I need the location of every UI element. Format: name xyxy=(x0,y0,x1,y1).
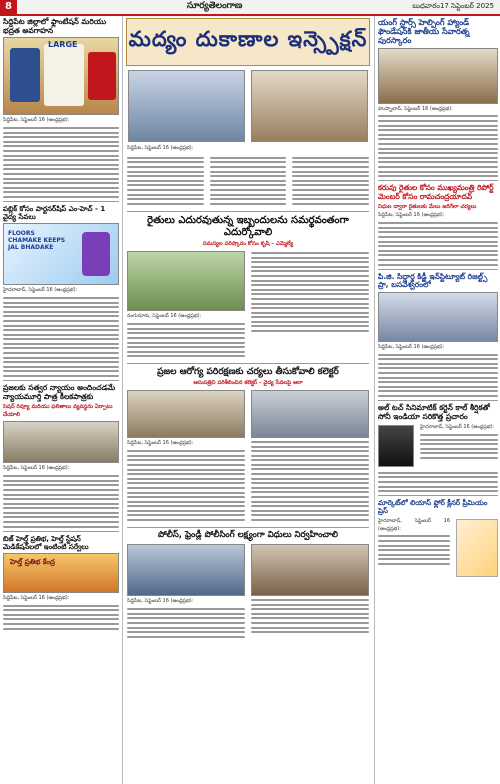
article-dateline: సిద్దిపేట, సెప్టెంబర్ 16 (ఆంధ్రప్రభ): xyxy=(378,212,445,219)
article-content xyxy=(124,388,372,523)
lead-photo-row xyxy=(125,68,371,144)
article-body xyxy=(127,450,245,521)
article-body xyxy=(251,252,369,332)
article-photo xyxy=(251,544,369,596)
article-photo xyxy=(378,425,414,467)
article-dateline: హుస్నాబాద్, సెప్టెంబర్ 16 (ఆంధ్రప్రభ): xyxy=(378,105,453,112)
article-photo xyxy=(378,292,498,342)
article-body xyxy=(378,222,498,265)
divider xyxy=(378,269,498,270)
lead-banner-headline: మద్యం దుకాణాల ఇన్స్పెక్షన్ xyxy=(126,18,370,66)
article-dateline: సిద్దిపేట, సెప్టెంబర్ 16 (ఆంధ్రప్రభ): xyxy=(127,598,194,605)
divider xyxy=(3,531,119,532)
article-body xyxy=(420,434,498,459)
article-headline: రైతులు ఎదురవుతున్న ఇబ్బందులను సమర్థవంతంగా ఎదుర్కోవాలి xyxy=(147,215,349,238)
article-headline: కరువు రైతుల కోసం ముఖ్యమంత్రి రిపోర్ట్ మెంబర్ కోసం రామచంద్రయాదవ్ xyxy=(378,183,494,201)
article-subheadline: నిధుల ద్వారా రైతులకు మేలు జరిగేలా చర్యలు xyxy=(378,204,477,211)
article-subheadline: సమస్యల పరిష్కారం కోసం కృషి - ఎమ్మెల్యే xyxy=(202,241,294,248)
article-headline: పి.జి. సిద్దార్థ కిడ్జీ ఇన్‌స్టిట్యూట్ రిజల్ట్స్ ప్రా, బసవేశ్వరంలో xyxy=(378,271,488,290)
product-pack-image xyxy=(10,48,40,102)
article-body xyxy=(127,323,245,357)
article-content xyxy=(124,249,372,360)
article-headline: మార్కెట్‌లో లియాస్ ఫ్లోర్ క్లీనర్ ప్రీమియం ప్రెస్ xyxy=(378,499,488,516)
article-body xyxy=(3,605,119,630)
article-body xyxy=(3,297,119,377)
photo-banner-text: హెల్త్ ప్రతిభ కేంద్ర xyxy=(10,557,55,566)
article-photo xyxy=(3,421,119,463)
article-subheadline: సెషన్ రివ్యూ మరియు ఫలితాలు వ్యవస్థను ఏర్పాటు చేయాలి xyxy=(3,404,113,419)
article-body xyxy=(378,472,498,492)
ad-text: FLOORS CHAMAKE KEEPS JAL BHADAKE xyxy=(8,230,66,252)
article-body xyxy=(124,153,372,208)
article-dateline: సిద్దిపేట, సెప్టెంబర్ 16 (ఆంధ్రప్రభ): xyxy=(127,440,194,447)
article-body xyxy=(378,535,450,565)
article-photo xyxy=(127,390,245,438)
article-content xyxy=(375,423,500,469)
article-headline: యంగ్ స్టార్స్ హెల్పింగ్ హ్యాండ్ ఫౌండేషన్‌కి జాతీయ సేవారత్న పురస్కారం xyxy=(378,18,470,46)
article-headline: బిజ్ హెల్త్ ప్రతిభ, హెల్త్ స్టేషన్ మెడికేషన్‌లలో ఇంటింటి సర్వేలు xyxy=(3,534,89,551)
article-dateline: సిద్దిపేట, సెప్టెంబర్ 16 (ఆంధ్రప్రభ): xyxy=(3,117,70,124)
divider xyxy=(127,363,369,364)
article-headline: ప్రజల ఆరోగ్య పరిరక్షణకు చర్యలు తీసుకోవాలి కలెక్టర్ xyxy=(157,366,339,377)
article-subheadline: ఆసుపత్రిని పరిశీలించిన కలెక్టర్ - వైద్య సేవలపై ఆరా xyxy=(193,380,303,387)
issue-date: బుధవారం17 సెప్టెంబర్ 2025 xyxy=(412,2,494,10)
article-dateline: సిద్దిపేట, సెప్టెంబర్ 16 (ఆంధ్రప్రభ): xyxy=(3,465,70,472)
divider xyxy=(378,400,498,401)
middle-column xyxy=(124,16,372,784)
left-column xyxy=(0,16,123,784)
divider xyxy=(127,211,369,212)
article-headline: ప్రజలకు సత్వర న్యాయం అందించడమే న్యాయమూర్తి పాత్ర కీలకపాత్రకు xyxy=(3,383,116,401)
article-photo xyxy=(378,48,498,104)
divider xyxy=(3,201,119,202)
article-dateline: హైదరాబాద్, సెప్టెంబర్ 16 (ఆంధ్రప్రభ): xyxy=(3,287,78,294)
person-image xyxy=(44,44,84,106)
article-photo xyxy=(251,390,369,438)
article-photo xyxy=(3,223,119,285)
divider xyxy=(127,527,369,528)
page-header xyxy=(0,0,500,16)
article-content xyxy=(375,517,500,579)
product-ad-image xyxy=(456,519,498,577)
article-headline: సిద్దిపేట జిల్లాలో ఫ్లాంటేషన్ మరియు భద్రత అవగాహన xyxy=(3,17,107,35)
ad-text: LARGE xyxy=(48,40,78,50)
divider xyxy=(3,380,119,381)
article-body xyxy=(127,608,245,638)
right-column xyxy=(374,16,500,784)
divider xyxy=(378,180,498,181)
article-dateline: సిద్దిపేట, సెప్టెంబర్ 16 (ఆంధ్రప్రభ): xyxy=(3,594,70,601)
article-dateline: హైదరాబాద్, సెప్టెంబర్ 16 (ఆంధ్రప్రభ): xyxy=(420,424,495,431)
page-number: 8 xyxy=(0,0,17,14)
article-dateline: సిద్దిపేట, సెప్టెంబర్ 16 (ఆంధ్రప్రభ): xyxy=(127,145,194,151)
article-dateline: హైదరాబాద్, సెప్టెంబర్ 16 (ఆంధ్రప్రభ): xyxy=(378,518,450,532)
article-headline: పోలీస్, ఫ్రెండ్లీ పోలీసింగ్ లక్ష్యంగా విధులు నిర్వహించాలి xyxy=(157,529,339,540)
article-body xyxy=(378,115,498,177)
article-content xyxy=(124,542,372,640)
article-body xyxy=(378,354,498,397)
product-pack-image xyxy=(88,52,116,100)
article-body xyxy=(251,599,369,633)
article-photo xyxy=(127,544,245,596)
masthead: సూర్యతెలంగాణ xyxy=(186,1,243,11)
divider xyxy=(378,495,498,496)
article-body xyxy=(3,127,119,198)
article-headline: పబ్లిక్ కోసం పార్టనర్‌షిప్ ఎం-హెచ్ - 1 వైద్య సేవలు xyxy=(3,205,106,222)
article-photo xyxy=(127,251,245,311)
article-dateline: సిద్దిపేట, సెప్టెంబర్ 16 (ఆంధ్రప్రభ): xyxy=(378,343,445,350)
product-bottle-image xyxy=(82,232,110,276)
article-dateline: నంగునూరు, సెప్టెంబర్ 16 (ఆంధ్రప్రభ): xyxy=(127,313,202,320)
article-body xyxy=(251,441,369,521)
article-photo xyxy=(3,553,119,593)
article-headline: అల్ టచ్ సినిమాటిక్ కర్టెన్ కాల్ శీర్షికతో సోనీ ఇండియా సరికొత్త ప్రచారం xyxy=(378,403,490,421)
article-photo xyxy=(128,70,245,142)
article-body xyxy=(3,475,119,528)
article-photo xyxy=(3,37,119,115)
article-photo xyxy=(251,70,368,142)
